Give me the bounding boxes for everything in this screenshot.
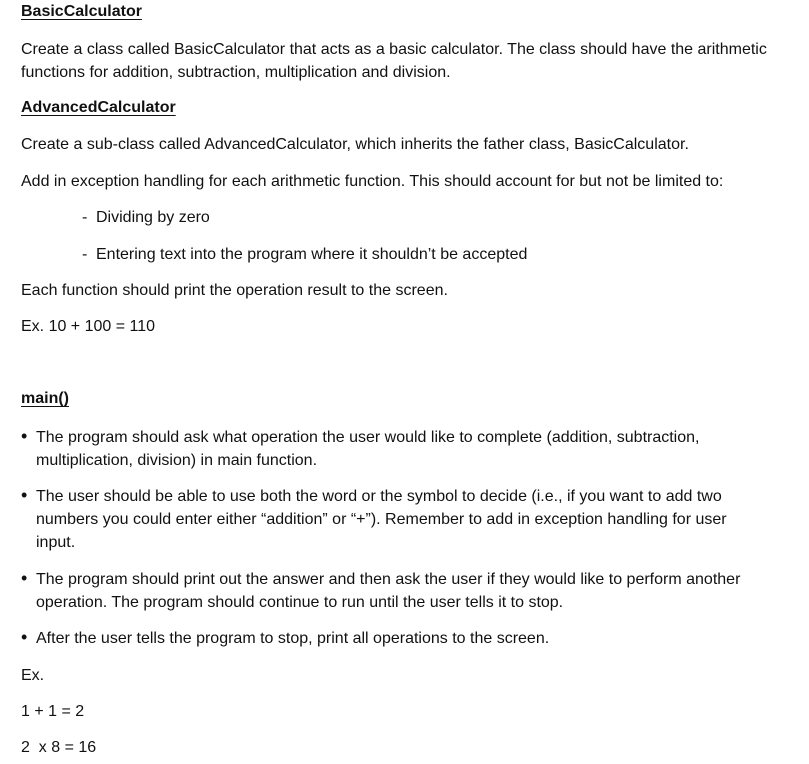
bullet-1-line-1: The program should ask what operation the user would like to complete (addition, subtraction, <box>36 429 700 446</box>
exception-handling-instruction: Add in exception handling for each arithmetic function. This should account for but not be limited to: <box>21 173 724 190</box>
advanced-description: Create a sub-class called AdvancedCalculator, which inherits the father class, BasicCalculator. <box>21 136 689 153</box>
example-line-2: 2 x 8 = 16 <box>21 739 97 756</box>
bullet-marker: • <box>21 426 28 446</box>
example-label: Ex. <box>21 667 45 684</box>
bullet-3-line-1: The program should print out the answer and then ask the user if they would like to perform another <box>36 571 741 588</box>
basic-calculator-heading: BasicCalculator <box>21 3 142 20</box>
dash-marker: - <box>82 209 88 226</box>
bullet-2-line-3: input. <box>36 534 76 551</box>
bullet-marker: • <box>21 627 28 647</box>
basic-description-line-2: functions for addition, subtraction, multiplication and division. <box>21 64 451 81</box>
bullet-4-line-1: After the user tells the program to stop, print all operations to the screen. <box>36 630 550 647</box>
basic-description-line-1: Create a class called BasicCalculator that acts as a basic calculator. The class should have the arithmetic <box>21 41 767 58</box>
example-line-1: 1 + 1 = 2 <box>21 703 85 720</box>
dash-item-entering-text: Entering text into the program where it shouldn’t be accepted <box>96 246 528 263</box>
bullet-marker: • <box>21 568 28 588</box>
bullet-marker: • <box>21 485 28 505</box>
bullet-2-line-2: numbers you could enter either “addition” or “+”). Remember to add in exception handling for user <box>36 511 727 528</box>
bullet-2-line-1: The user should be able to use both the word or the symbol to decide (i.e., if you want to add two <box>36 488 722 505</box>
bullet-3-line-2: operation. The program should continue to run until the user tells it to stop. <box>36 594 564 611</box>
bullet-1-line-2: multiplication, division) in main function. <box>36 452 318 469</box>
print-result-instruction: Each function should print the operation result to the screen. <box>21 282 448 299</box>
dash-marker: - <box>82 246 88 263</box>
dash-item-dividing-by-zero: Dividing by zero <box>96 209 210 226</box>
main-heading: main() <box>21 390 69 407</box>
example-operation: Ex. 10 + 100 = 110 <box>21 318 156 335</box>
advanced-calculator-heading: AdvancedCalculator <box>21 99 176 116</box>
